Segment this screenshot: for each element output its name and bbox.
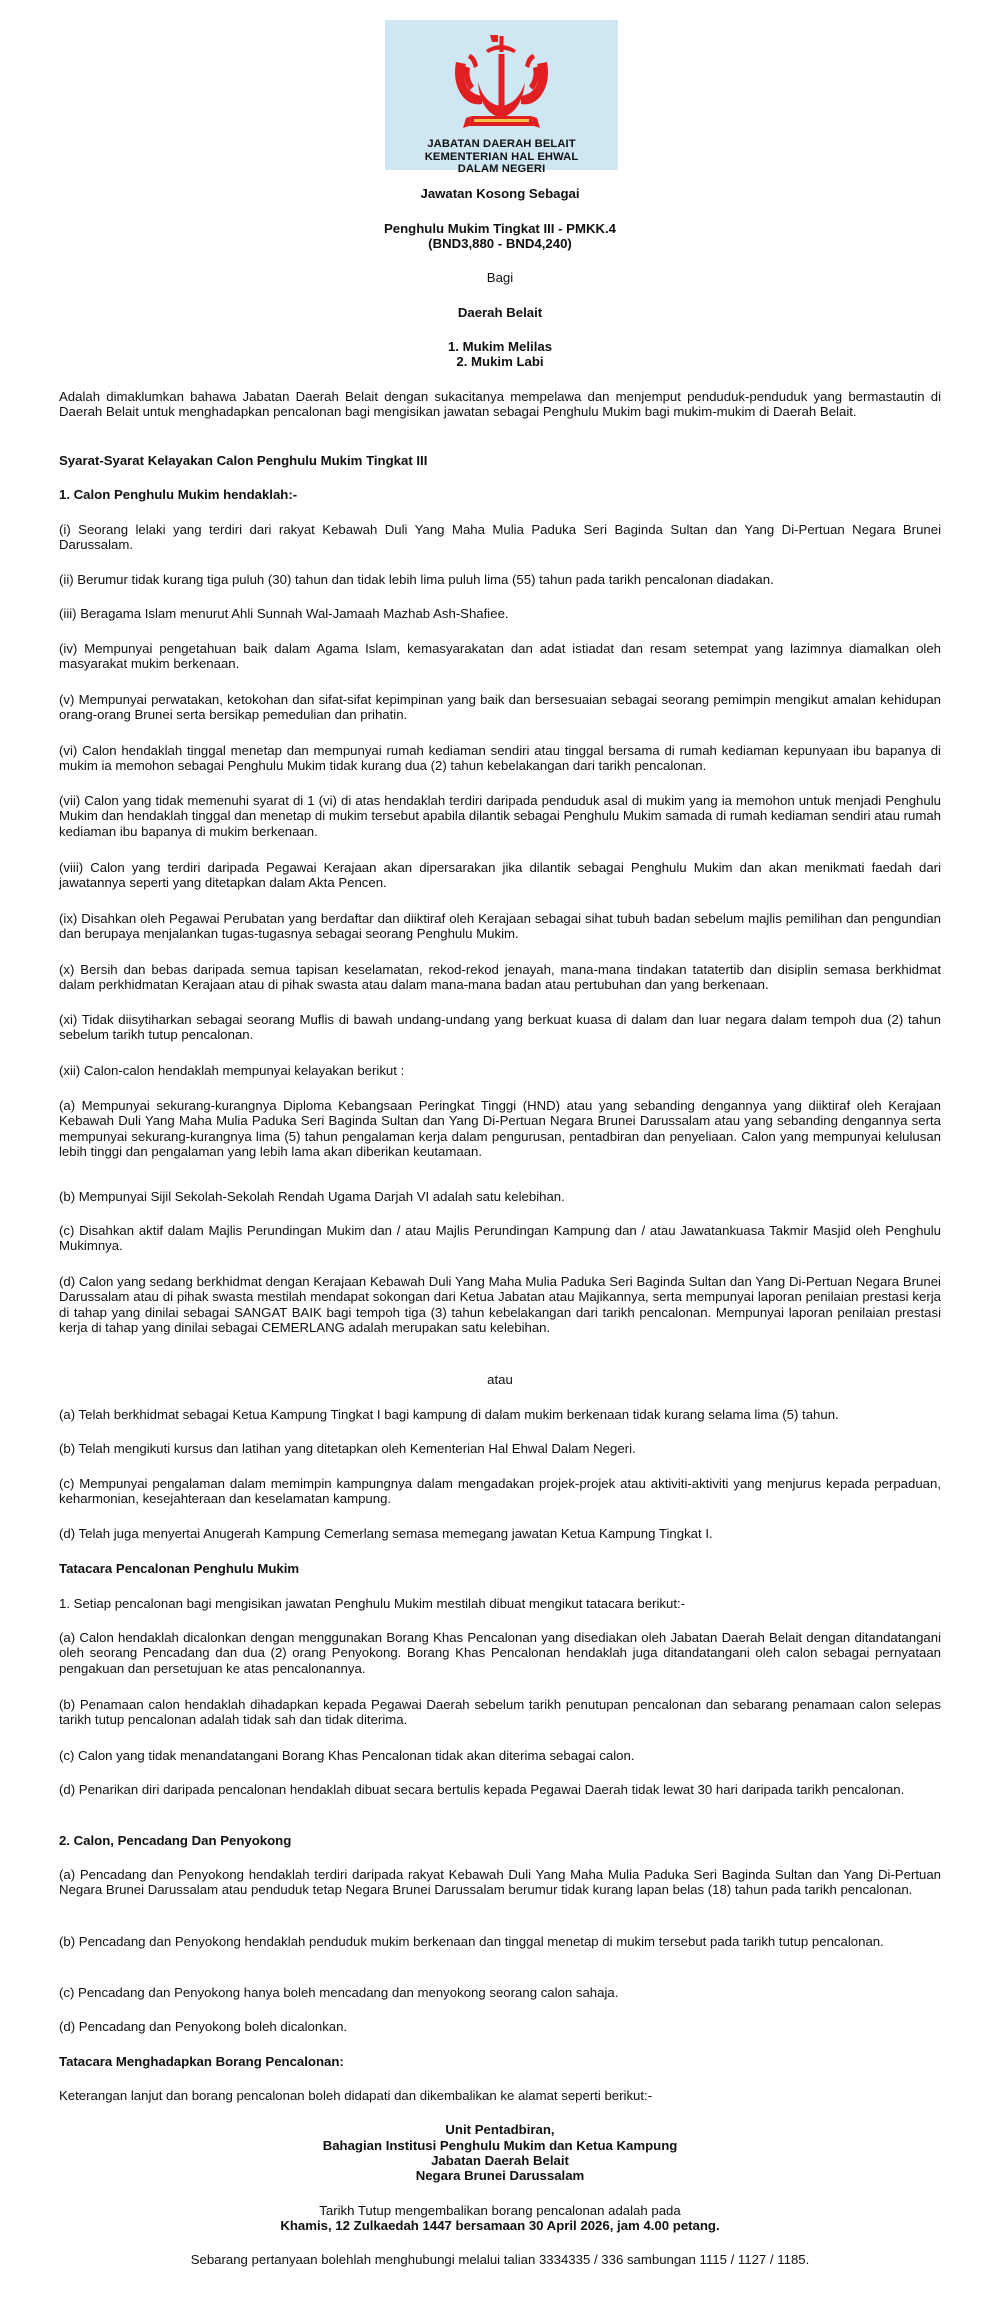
alternative-item: (c) Mempunyai pengalaman dalam memimpin kampungnya dalam mengadakan projek-projek atau aktiviti-aktiviti yang menjurus kepada perpaduan, keharmonian, kesejahteraan dan keselamatan kampung. [59, 1476, 941, 1507]
mukim-2: 2. Mukim Labi [456, 354, 544, 369]
district-title: Daerah Belait [457, 305, 543, 320]
proposer-item: (d) Pencadang dan Penyokong boleh dicalonkan. [59, 2019, 348, 2034]
requirement-item: (xi) Tidak diisytiharkan sebagai seorang Muflis di bawah undang-undang yang berkuat kuasa di dalam dan luar negara dalam tempoh dua (2) tahun sebelum tarikh tutup pencalonan. [59, 1012, 941, 1043]
mukim-1: 1. Mukim Melilas [447, 339, 553, 354]
procedure-item: (c) Calon yang tidak menandatangani Borang Khas Pencalonan tidak akan diterima sebagai calon. [59, 1748, 635, 1763]
requirements-heading: Syarat-Syarat Kelayakan Calon Penghulu Mukim Tingkat III [59, 453, 428, 468]
requirement-item: (vii) Calon yang tidak memenuhi syarat di 1 (vi) di atas hendaklah terdiri daripada penduduk asal di mukim yang ia memohon untuk menjadi Penghulu Mukim dan hendaklah tinggal dan menetap di mukim tersebut apabila dilantik sebagai Penghulu Mukim samada di rumah kediaman sendiri atau rumah kediaman ibu bapanya di mukim berkenaan. [59, 793, 941, 839]
procedure-item: (d) Penarikan diri daripada pencalonan hendaklah dibuat secara bertulis kepada Pegawai Daerah tidak lewat 30 hari daripada tarikh pencalonan. [59, 1782, 905, 1797]
qualification-item: (c) Disahkan aktif dalam Majlis Perundingan Mukim dan / atau Majlis Perundingan Kampung dan / atau Jawatankuasa Takmir Masjid oleh Penghulu Mukimnya. [59, 1223, 941, 1254]
logo-caption [385, 138, 618, 176]
requirement-item: (xii) Calon-calon hendaklah mempunyai kelayakan berikut : [59, 1063, 405, 1078]
submission-text: Keterangan lanjut dan borang pencalonan boleh didapati dan dikembalikan ke alamat seperti berikut:- [59, 2088, 653, 2103]
logo-line-1: JABATAN DAERAH BELAIT [427, 138, 576, 150]
procedure-heading: Tatacara Pencalonan Penghulu Mukim [59, 1561, 300, 1576]
or-label: atau [487, 1372, 513, 1387]
requirements-subheading: 1. Calon Penghulu Mukim hendaklah:- [59, 487, 298, 502]
contact-info: Sebarang pertanyaan bolehlah menghubungi melalui talian 3334335 / 336 sambungan 1115 / 1127 / 1185. [190, 2252, 810, 2267]
alternative-item: (a) Telah berkhidmat sebagai Ketua Kampung Tingkat I bagi kampung di dalam mukim berkenaan tidak kurang selama lima (5) tahun. [59, 1407, 839, 1422]
requirement-item: (iii) Beragama Islam menurut Ahli Sunnah Wal-Jamaah Mazhab Ash-Shafiee. [59, 606, 509, 621]
requirement-item: (iv) Mempunyai pengetahuan baik dalam Agama Islam, kemasyarakatan dan adat istiadat dan resam setempat yang lazimnya diamalkan oleh masyarakat mukim berkenaan. [59, 641, 941, 672]
vacancy-title: Jawatan Kosong Sebagai [420, 186, 580, 201]
intro-paragraph: Adalah dimaklumkan bahawa Jabatan Daerah Belait dengan sukacitanya mempelawa dan menjemput penduduk-penduduk yang bermastautin di Daerah Belait untuk menghadapkan pencalonan bagi mengisikan jawatan sebagai Penghulu Mukim bagi mukim-mukim di Daerah Belait. [59, 389, 941, 420]
proposer-item: (c) Pencadang dan Penyokong hanya boleh mencadang dan menyokong seorang calon sahaja. [59, 1985, 619, 2000]
address-line: Negara Brunei Darussalam [415, 2168, 585, 2183]
proposer-item: (a) Pencadang dan Penyokong hendaklah terdiri daripada rakyat Kebawah Duli Yang Maha Mulia Paduka Seri Baginda Sultan dan Yang Di-Pertuan Negara Brunei Darussalam atau penduduk tetap Negara Brunei Darussalam berumur tidak kurang lapan belas (18) tahun pada tarikh pencalonan. [59, 1867, 941, 1898]
closing-intro: Tarikh Tutup mengembalikan borang pencalonan adalah pada [319, 2203, 681, 2218]
address-line: Jabatan Daerah Belait [431, 2153, 569, 2168]
qualification-item: (a) Mempunyai sekurang-kurangnya Diploma Kebangsaan Peringkat Tinggi (HND) atau yang sebanding dengannya yang diiktiraf oleh Kerajaan Kebawah Duli Yang Maha Mulia Paduka Seri Baginda Sultan dan Yang Di-Pertuan Negara Brunei Darussalam atau yang sebanding dengannya serta mempunyai sekurang-kurangnya lima (5) tahun pengalaman kerja dalam pengurusan, pentadbiran dan penyeliaan. Calon yang mempunyai kelulusan lebih tinggi dan pengalaman yang lebih lama akan diberikan keutamaan. [59, 1098, 941, 1159]
logo-line-3: DALAM NEGERI [457, 163, 546, 175]
position-title: Penghulu Mukim Tingkat III - PMKK.4 [383, 221, 617, 236]
proposer-item: (b) Pencadang dan Penyokong hendaklah penduduk mukim berkenaan dan tinggal menetap di mukim tersebut pada tarikh tutup pencalonan. [59, 1934, 884, 1949]
for-label: Bagi [486, 270, 514, 285]
procedure-sub-2: 2. Calon, Pencadang Dan Penyokong [59, 1833, 292, 1848]
department-logo [385, 20, 618, 175]
closing-date: Khamis, 12 Zulkaedah 1447 bersamaan 30 April 2026, jam 4.00 petang. [280, 2218, 720, 2233]
submission-heading: Tatacara Menghadapkan Borang Pencalonan: [59, 2054, 344, 2069]
logo-line-2: KEMENTERIAN HAL EHWAL [424, 150, 579, 163]
qualification-item: (b) Mempunyai Sijil Sekolah-Sekolah Rendah Ugama Darjah VI adalah satu kelebihan. [59, 1189, 565, 1204]
procedure-item: (a) Calon hendaklah dicalonkan dengan menggunakan Borang Khas Pencalonan yang disediakan oleh Jabatan Daerah Belait dengan ditandatangani oleh seorang Pencadang dan dua (2) orang Penyokong. Borang Khas Pencalonan hendaklah juga ditandatangani oleh calon sebagai pernyataan pengakuan dan persetujuan ke atas pencalonannya. [59, 1630, 941, 1676]
requirement-item: (vi) Calon hendaklah tinggal menetap dan mempunyai rumah kediaman sendiri atau tinggal bersama di rumah kediaman kepunyaan ibu bapanya di mukim ia memohon sebagai Penghulu Mukim tidak kurang dua (2) tahun kebelakangan dari tarikh pencalonan. [59, 743, 941, 774]
requirement-item: (x) Bersih dan bebas daripada semua tapisan keselamatan, rekod-rekod jenayah, mana-mana tindakan tatatertib dan disiplin semasa berkhidmat dalam perkhidmatan Kerajaan atau di pihak swasta atau dalam mana-mana badan atau pertubuhan dan yang berkenaan. [59, 962, 941, 993]
procedure-item: (b) Penamaan calon hendaklah dihadapkan kepada Pegawai Daerah sebelum tarikh penutupan pencalonan dan sebarang penamaan calon selepas tarikh tutup pencalonan adalah tidak sah dan tidak diterima. [59, 1697, 941, 1728]
address-line: Bahagian Institusi Penghulu Mukim dan Ketua Kampung [322, 2138, 678, 2153]
procedure-sub-1: 1. Setiap pencalonan bagi mengisikan jawatan Penghulu Mukim mestilah dibuat mengikut tatacara berikut:- [59, 1596, 686, 1611]
salary-range: (BND3,880 - BND4,240) [428, 236, 572, 251]
qualification-item: (d) Calon yang sedang berkhidmat dengan Kerajaan Kebawah Duli Yang Maha Mulia Paduka Seri Baginda Sultan dan Yang Di-Pertuan Negara Brunei Darussalam atau di pihak swasta mestilah mendapat sokongan dari Ketua Jabatan atau Majikannya, serta mempunyai laporan penilaian prestasi kerja di tahap yang dinilai sebagai SANGAT BAIK bagi tempoh tiga (3) tahun kebelakangan dari tarikh pencalonan. Mempunyai laporan penilaian prestasi kerja di tahap yang dinilai sebagai CEMERLANG adalah merupakan satu kelebihan. [59, 1274, 941, 1335]
alternative-item: (d) Telah juga menyertai Anugerah Kampung Cemerlang semasa memegang jawatan Ketua Kampung Tingkat I. [59, 1526, 713, 1541]
alternative-item: (b) Telah mengikuti kursus dan latihan yang ditetapkan oleh Kementerian Hal Ehwal Dalam Negeri. [59, 1441, 636, 1456]
requirement-item: (viii) Calon yang terdiri daripada Pegawai Kerajaan akan dipersarakan jika dilantik sebagai Penghulu Mukim dan akan menikmati faedah dari jawatannya seperti yang ditetapkan dalam Akta Pencen. [59, 860, 941, 891]
address-line: Unit Pentadbiran, [445, 2122, 555, 2137]
requirement-item: (i) Seorang lelaki yang terdiri dari rakyat Kebawah Duli Yang Maha Mulia Paduka Seri Baginda Sultan dan Yang Di-Pertuan Negara Brunei Darussalam. [59, 522, 941, 553]
brunei-crest-icon [448, 32, 555, 136]
requirement-item: (v) Mempunyai perwatakan, ketokohan dan sifat-sifat kepimpinan yang baik dan bersesuaian sebagai seorang pemimpin mengikut amalan kehidupan orang-orang Brunei serta bersikap pemedulian dan prihatin. [59, 692, 941, 723]
requirement-item: (ii) Berumur tidak kurang tiga puluh (30) tahun dan tidak lebih lima puluh lima (55) tahun pada tarikh pencalonan diadakan. [59, 572, 774, 587]
requirement-item: (ix) Disahkan oleh Pegawai Perubatan yang berdaftar dan diiktiraf oleh Kerajaan sebagai sihat tubuh badan sebelum majlis pemilihan dan pengundian dan berupaya menjalankan tugas-tugasnya sebagai seorang Penghulu Mukim. [59, 911, 941, 942]
